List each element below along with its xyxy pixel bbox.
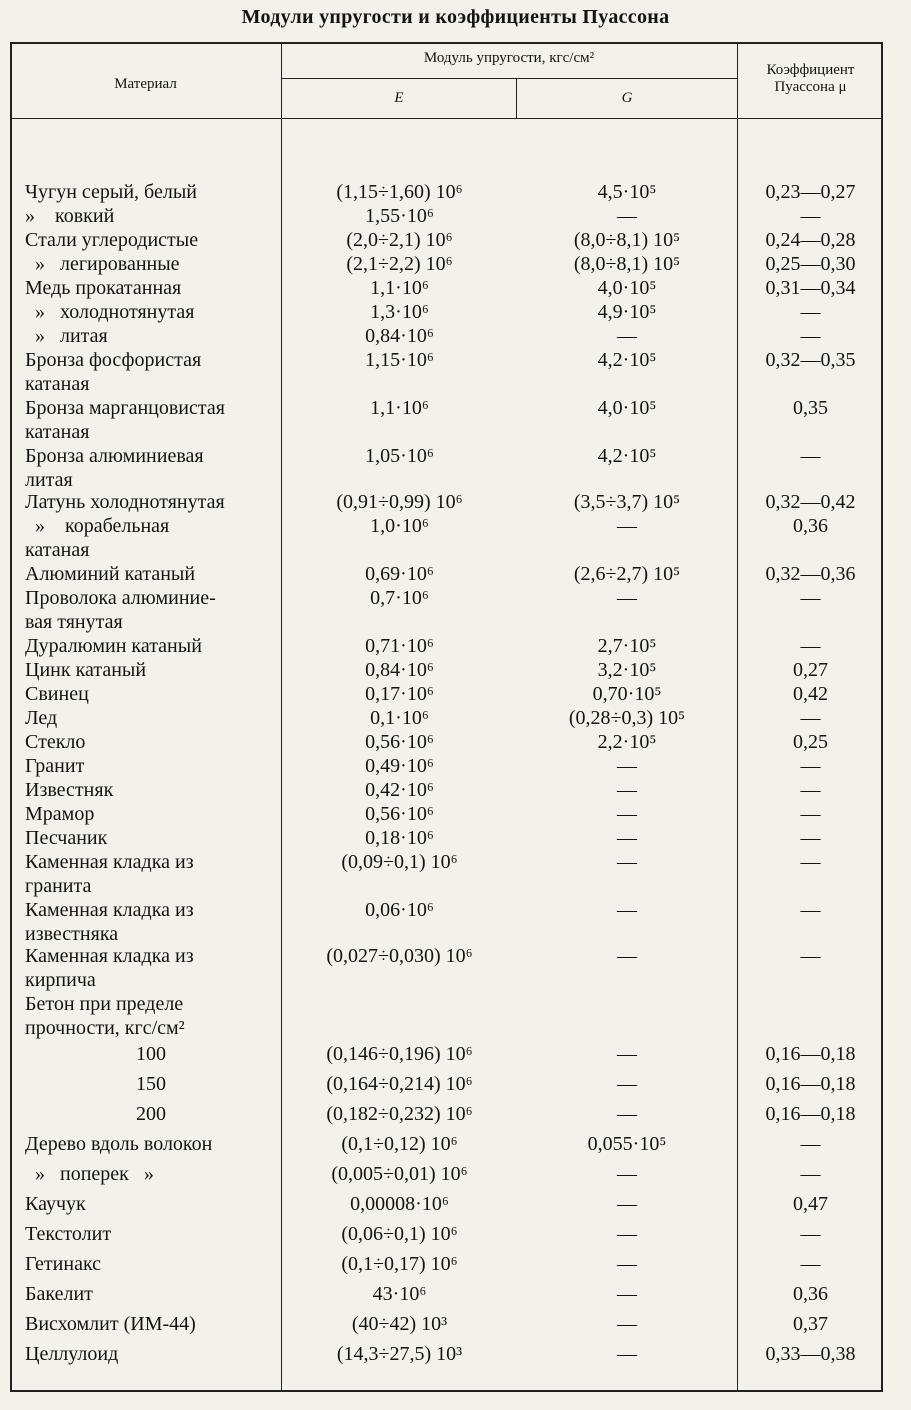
material-line: Медь прокатанная	[25, 277, 182, 299]
poisson-ratio: —	[800, 899, 821, 921]
modulus-g: —	[617, 827, 637, 849]
material-line: 150	[136, 1073, 166, 1095]
poisson-ratio: —	[800, 205, 821, 227]
material-line: » легированные	[25, 253, 180, 275]
poisson-ratio: 0,32—0,35	[765, 349, 856, 371]
material-line: катаная	[25, 373, 90, 395]
modulus-e: 0,18·10⁶	[365, 827, 434, 849]
poisson-ratio: 0,47	[793, 1193, 828, 1215]
modulus-g: 0,70·10⁵	[592, 683, 662, 705]
modulus-g: —	[617, 779, 637, 801]
modulus-e: (0,1÷0,17) 10⁶	[341, 1253, 458, 1275]
material-name	[25, 634, 277, 658]
material-name	[25, 826, 277, 850]
material-line: Стекло	[25, 731, 86, 753]
material-line: » ковкий	[25, 205, 115, 227]
poisson-ratio: —	[800, 945, 821, 967]
material-name	[25, 1132, 277, 1156]
poisson-ratio: 0,36	[793, 515, 828, 537]
material-line: Проволока алюминие-	[25, 587, 216, 609]
modulus-g: —	[617, 515, 637, 537]
modulus-g: —	[617, 945, 637, 967]
material-line: Известняк	[25, 779, 114, 801]
poisson-ratio: —	[800, 1163, 821, 1185]
column-divider	[516, 78, 517, 118]
material-line: » поперек »	[25, 1163, 154, 1185]
modulus-e: (0,09÷0,1) 10⁶	[341, 851, 458, 873]
modulus-g: —	[617, 899, 637, 921]
material-name	[25, 754, 277, 778]
material-line: Лед	[25, 707, 58, 729]
poisson-ratio: 0,32—0,36	[765, 563, 856, 585]
modulus-e: (0,182÷0,232) 10⁶	[326, 1103, 473, 1125]
material-name	[25, 778, 277, 802]
modulus-e: (40÷42) 10³	[351, 1313, 448, 1335]
modulus-g: —	[617, 587, 637, 609]
material-line: Каменная кладка из	[25, 851, 194, 873]
modulus-g: 4,9·10⁵	[597, 301, 657, 323]
modulus-g: 2,7·10⁵	[597, 635, 657, 657]
modulus-g: (8,0÷8,1) 10⁵	[573, 253, 681, 275]
poisson-ratio: 0,32—0,42	[765, 491, 856, 513]
modulus-e: (0,005÷0,01) 10⁶	[331, 1163, 468, 1185]
material-line: прочности, кгс/см²	[25, 1017, 185, 1039]
poisson-ratio: —	[800, 301, 821, 323]
header-poisson-line1: Коэффициент	[766, 62, 855, 78]
modulus-g: (2,6÷2,7) 10⁵	[573, 563, 681, 585]
material-line: катаная	[25, 421, 90, 443]
material-name	[25, 1222, 277, 1246]
poisson-ratio: 0,25—0,30	[765, 253, 856, 275]
poisson-ratio: —	[800, 587, 821, 609]
modulus-g: —	[617, 1253, 637, 1275]
material-name	[25, 992, 277, 1040]
poisson-ratio: —	[800, 635, 821, 657]
material-name	[25, 1042, 277, 1066]
poisson-ratio: —	[800, 1133, 821, 1155]
material-line: Каменная кладка из	[25, 899, 194, 921]
modulus-e: (1,15÷1,60) 10⁶	[336, 181, 463, 203]
material-name	[25, 228, 277, 252]
material-line: Чугун серый, белый	[25, 181, 197, 203]
material-name	[25, 586, 277, 634]
header-g: G	[621, 90, 633, 106]
modulus-e: 0,49·10⁶	[365, 755, 434, 777]
modulus-g: —	[617, 1193, 637, 1215]
material-name	[25, 1312, 277, 1336]
modulus-g: —	[617, 1073, 637, 1095]
modulus-g: —	[617, 1103, 637, 1125]
poisson-ratio: —	[800, 851, 821, 873]
material-line: гранита	[25, 875, 92, 897]
material-line: Бетон при пределе	[25, 993, 184, 1015]
poisson-ratio: 0,16—0,18	[765, 1103, 856, 1125]
material-line: 200	[136, 1103, 166, 1125]
material-name	[25, 300, 277, 324]
material-name	[25, 658, 277, 682]
modulus-g: —	[617, 1043, 637, 1065]
material-name	[25, 1192, 277, 1216]
modulus-g: (0,28÷0,3) 10⁵	[568, 707, 686, 729]
material-name	[25, 898, 277, 946]
modulus-e: (2,1÷2,2) 10⁶	[346, 253, 453, 275]
material-name	[25, 1072, 277, 1096]
modulus-g: (3,5÷3,7) 10⁵	[573, 491, 681, 513]
material-line: 100	[136, 1043, 166, 1065]
header-modulus: Модуль упругости, кгс/см²	[423, 50, 595, 66]
material-line: Гранит	[25, 755, 85, 777]
modulus-e: 1,05·10⁶	[365, 445, 434, 467]
modulus-g: —	[617, 205, 637, 227]
modulus-g: 4,5·10⁵	[597, 181, 657, 203]
material-name	[25, 802, 277, 826]
material-name	[25, 514, 277, 562]
modulus-e: (14,3÷27,5) 10³	[336, 1343, 463, 1365]
material-line: » литая	[25, 325, 108, 347]
poisson-ratio: 0,37	[793, 1313, 828, 1335]
poisson-ratio: 0,25	[793, 731, 828, 753]
modulus-e: 0,00008·10⁶	[350, 1193, 449, 1215]
modulus-e: 0,84·10⁶	[365, 659, 434, 681]
modulus-e: (0,164÷0,214) 10⁶	[326, 1073, 473, 1095]
material-line: Бронза алюминиевая	[25, 445, 204, 467]
material-line: Гетинакс	[25, 1253, 102, 1275]
header-e: E	[394, 90, 404, 106]
modulus-g: 3,2·10⁵	[597, 659, 657, 681]
modulus-g: (8,0÷8,1) 10⁵	[573, 229, 681, 251]
modulus-g: —	[617, 325, 637, 347]
poisson-ratio: —	[800, 707, 821, 729]
poisson-ratio: —	[800, 803, 821, 825]
modulus-e: 0,56·10⁶	[365, 803, 434, 825]
poisson-ratio: 0,24—0,28	[765, 229, 856, 251]
poisson-ratio: 0,31—0,34	[765, 277, 856, 299]
modulus-e: 1,1·10⁶	[370, 277, 429, 299]
material-line: вая тянутая	[25, 611, 123, 633]
poisson-ratio: 0,42	[793, 683, 828, 705]
poisson-ratio: —	[800, 779, 821, 801]
material-name	[25, 682, 277, 706]
material-name	[25, 396, 277, 444]
header-divider	[281, 78, 737, 79]
material-line: Песчаник	[25, 827, 108, 849]
material-line: Каучук	[25, 1193, 86, 1215]
material-name	[25, 1252, 277, 1276]
modulus-e: 1,55·10⁶	[365, 205, 434, 227]
modulus-e: 1,3·10⁶	[370, 301, 429, 323]
material-name	[25, 1282, 277, 1306]
material-name	[25, 730, 277, 754]
modulus-g: 4,0·10⁵	[597, 277, 657, 299]
modulus-g: —	[617, 803, 637, 825]
modulus-e: 0,56·10⁶	[365, 731, 434, 753]
modulus-g: 0,055·10⁵	[587, 1133, 667, 1155]
material-name	[25, 706, 277, 730]
modulus-e: 0,1·10⁶	[370, 707, 429, 729]
modulus-e: (2,0÷2,1) 10⁶	[346, 229, 453, 251]
header-poisson	[739, 62, 882, 96]
modulus-g: —	[617, 1313, 637, 1335]
modulus-e: 43·10⁶	[372, 1283, 427, 1305]
material-name	[25, 1102, 277, 1126]
material-line: катаная	[25, 539, 90, 561]
material-line: известняка	[25, 923, 119, 945]
modulus-g: —	[617, 1223, 637, 1245]
poisson-ratio: 0,36	[793, 1283, 828, 1305]
material-name	[25, 252, 277, 276]
poisson-ratio: —	[800, 1223, 821, 1245]
modulus-g: —	[617, 1283, 637, 1305]
modulus-e: 0,84·10⁶	[365, 325, 434, 347]
material-line: Стали углеродистые	[25, 229, 199, 251]
poisson-ratio: —	[800, 827, 821, 849]
material-name	[25, 562, 277, 586]
modulus-g: —	[617, 1343, 637, 1365]
modulus-e: (0,146÷0,196) 10⁶	[326, 1043, 473, 1065]
modulus-e: (0,1÷0,12) 10⁶	[341, 1133, 458, 1155]
modulus-g: 4,0·10⁵	[597, 397, 657, 419]
header-poisson-line2: Пуассона μ	[774, 79, 847, 95]
material-name	[25, 1342, 277, 1366]
header-divider	[10, 118, 883, 119]
material-line: Цинк катаный	[25, 659, 147, 681]
material-line: Целлулоид	[25, 1343, 119, 1365]
modulus-g: —	[617, 755, 637, 777]
modulus-g: —	[617, 851, 637, 873]
poisson-ratio: 0,16—0,18	[765, 1043, 856, 1065]
poisson-ratio: 0,27	[793, 659, 828, 681]
poisson-ratio: —	[800, 1253, 821, 1275]
poisson-ratio: 0,16—0,18	[765, 1073, 856, 1095]
material-line: Мрамор	[25, 803, 95, 825]
material-line: Висхомлит (ИМ-44)	[25, 1313, 196, 1335]
modulus-e: 0,7·10⁶	[370, 587, 429, 609]
material-line: Текстолит	[25, 1223, 112, 1245]
modulus-e: 0,71·10⁶	[365, 635, 434, 657]
material-line: Алюминий катаный	[25, 563, 196, 585]
material-name	[25, 348, 277, 396]
poisson-ratio: 0,35	[793, 397, 828, 419]
header-material: Материал	[114, 76, 177, 92]
modulus-e: (0,06÷0,1) 10⁶	[341, 1223, 458, 1245]
material-line: Свинец	[25, 683, 89, 705]
modulus-e: 1,1·10⁶	[370, 397, 429, 419]
modulus-e: 0,69·10⁶	[365, 563, 434, 585]
material-line: Дерево вдоль волокон	[25, 1133, 213, 1155]
material-line: литая	[25, 469, 73, 491]
material-name	[25, 490, 277, 514]
material-line: Каменная кладка из	[25, 945, 194, 967]
material-name	[25, 180, 277, 204]
material-line: » холоднотянутая	[25, 301, 195, 323]
material-name	[25, 444, 277, 492]
modulus-g: 2,2·10⁵	[597, 731, 657, 753]
material-line: » корабельная	[25, 515, 170, 537]
material-name	[25, 850, 277, 898]
modulus-g: —	[617, 1163, 637, 1185]
material-name	[25, 276, 277, 300]
poisson-ratio: —	[800, 325, 821, 347]
material-line: Бронза фосфористая	[25, 349, 202, 371]
material-name	[25, 944, 277, 992]
material-name	[25, 1162, 277, 1186]
poisson-ratio: 0,23—0,27	[765, 181, 856, 203]
modulus-e: 0,06·10⁶	[365, 899, 434, 921]
modulus-e: 1,15·10⁶	[365, 349, 434, 371]
modulus-e: 0,42·10⁶	[365, 779, 434, 801]
modulus-e: 1,0·10⁶	[370, 515, 429, 537]
material-line: Дуралюмин катаный	[25, 635, 202, 657]
material-name	[25, 324, 277, 348]
material-line: Латунь холоднотянутая	[25, 491, 225, 513]
page-title: Модули упругости и коэффициенты Пуассона	[241, 6, 670, 28]
material-name	[25, 204, 277, 228]
material-line: кирпича	[25, 969, 96, 991]
modulus-e: 0,17·10⁶	[365, 683, 434, 705]
modulus-e: (0,027÷0,030) 10⁶	[326, 945, 473, 967]
poisson-ratio: 0,33—0,38	[765, 1343, 856, 1365]
material-line: Бакелит	[25, 1283, 93, 1305]
modulus-g: 4,2·10⁵	[597, 349, 657, 371]
material-line: Бронза марганцовистая	[25, 397, 225, 419]
poisson-ratio: —	[800, 445, 821, 467]
poisson-ratio: —	[800, 755, 821, 777]
modulus-g: 4,2·10⁵	[597, 445, 657, 467]
modulus-e: (0,91÷0,99) 10⁶	[336, 491, 463, 513]
